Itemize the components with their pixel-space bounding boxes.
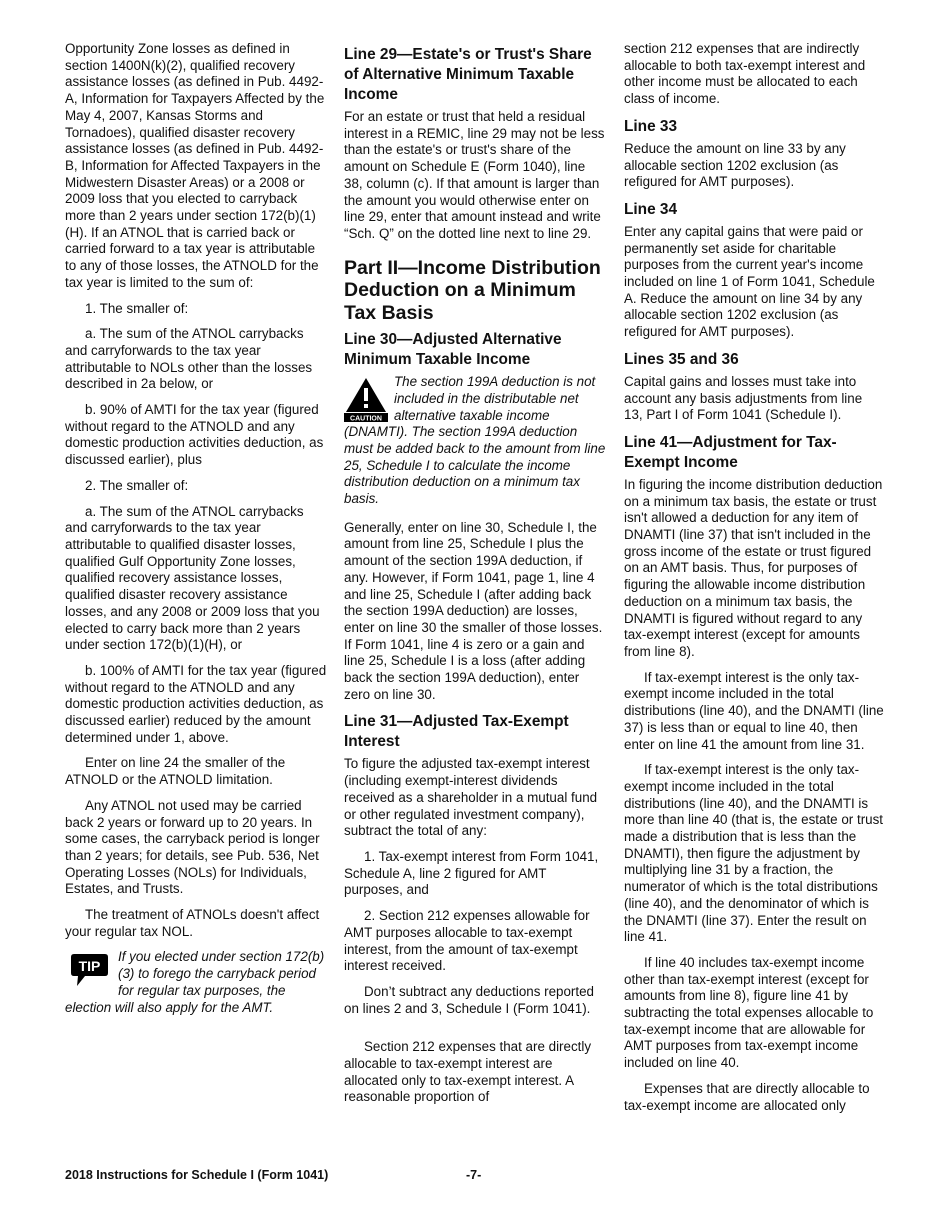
line-41-paragraph-4: If line 40 includes tax-exempt income other than tax-exempt interest (except for amounts from line 8), figure line 41 by subtracting the total expenses allocable to tax-exempt income that are allowable for AMT purposes from tax-exempt income included on line 40. (624, 954, 874, 1071)
dont-subtract-paragraph: Don’t subtract any deductions reported on lines 2 and 3, Schedule I (Form 1041). (344, 983, 595, 1016)
list-item-2a: a. The sum of the ATNOL carrybacks and carryforwards to the tax year attributable to qualified disaster losses, qualified Gulf Opportunity Zone losses, qualified recovery assistance losses, qualified disaster recovery assistance losses, and any 2008 or 2009 loss that you elected to carry back more than 2 years under section 172(b)(1)(H), or (65, 503, 320, 653)
line-30-text: Generally, enter on line 30, Schedule I, the amount from line 25, Schedule I plus the amount of the section 199A deduction, if any. However, if Form 1041, page 1, line 4 and line 25, Schedule I (after adding back the section 199A deduction) are losses, enter on line 30 the smaller of those losses. If Form 1041, line 4 is zero or a gain and line 25, Schedule I is a loss (after adding back the section 199A deduction), enter zero on line 30. (344, 519, 603, 702)
caution-icon (344, 376, 388, 422)
column-2 (344, 41, 606, 1115)
line-31-text: To figure the adjusted tax-exempt interest (including exempt-interest dividends received as a shareholder in a mutual fund or other regulated investment company), subtract the total of any: (344, 756, 598, 839)
line-35-text: Capital gains and losses must take into account any basis adjustments from line 13, Part I of Form 1041 (Schedule I). (624, 373, 863, 423)
heading-line-34: Line 34 (624, 200, 678, 218)
footer-title: 2018 Instructions for Schedule I (Form 1041) (65, 1168, 329, 1182)
line-31-item-2: 2. Section 212 expenses allowable for AMT purposes allocable to tax-exempt interest, from the amount of tax-exempt interest received. (344, 908, 590, 974)
line-31-item-1: 1. Tax-exempt interest from Form 1041, Schedule A, line 2 figured for AMT purposes, and (344, 849, 599, 898)
page-number: -7- (466, 1168, 482, 1182)
column-1 (65, 41, 328, 1028)
list-item-1: 1. The smaller of: (85, 300, 189, 316)
treatment-paragraph: The treatment of ATNOLs doesn't affect your regular tax NOL. (65, 907, 320, 939)
heading-line-30: Line 30—Adjusted Alternative Minimum Taxable Income (344, 331, 562, 369)
heading-part-2: Part II—Income Distribution Deduction on a Minimum Tax Basis (344, 256, 601, 324)
caution-note (344, 374, 606, 508)
line-41-paragraph-2: If tax-exempt interest is the only tax-exempt income included in the total distributions (line 40), and the DNAMTI (line 37) is less than or equal to line 40, then enter on line 41 the amount from line 31. (624, 669, 884, 752)
line-29-text: For an estate or trust that held a residual interest in a REMIC, line 29 may not be less than the estate's or trust's share of the amount on Schedule E (Form 1040), line 38, column (c). If that amount is larger than the amount you would otherwise enter on line 29, enter that amount instead and write “Sch. Q” on the dotted line next to line 29. (344, 109, 605, 241)
line-34-text: Enter any capital gains that were paid or permanently set aside for charitable purposes from the current year's income included on line 1 of Form 1041, Schedule A. Reduce the amount on line 34 by any allocable section 1202 exclusion (as refigured for AMT purposes). (624, 223, 875, 340)
intro-paragraph: Opportunity Zone losses as defined in section 1400N(k)(2), qualified recovery assistance losses (as defined in Pub. 4492-A, Information for Taxpayers Affected by the May 4, 2007, Kansas Storms and Tornadoes), qualified disaster recovery assistance losses (as defined in Pub. 4492-B, Information for Affected Taxpayers in the Midwestern Disaster Areas) or a 2008 or 2009 loss that you elected to carryback more than 2 years under section 172(b)(1)(H). If an ATNOL that is carried back or carried forward to a tax year is attributable to any of those losses, the ATNOLD for the tax year is limited to the sum of: (65, 41, 325, 290)
tip-note (65, 949, 328, 1016)
column-3 (624, 41, 884, 1123)
line-33-text: Reduce the amount on line 33 by any allocable section 1202 exclusion (as refigured for AMT purposes). (624, 140, 846, 190)
tip-icon (65, 953, 113, 989)
caution-text: The section 199A deduction is not included in the distributable net alternative taxable income (DNAMTI). The section 199A deduction must be added back to the amount from line 25, Schedule I to calculate the income distribution deduction on a minimum tax basis. (344, 374, 606, 507)
continued-paragraph: section 212 expenses that are indirectly allocable to both tax-exempt interest and other income must be allocated to each class of income. (624, 41, 866, 107)
list-item-2b: b. 100% of AMTI for the tax year (figured without regard to the ATNOLD and any domestic production activities deduction, as discussed earlier) reduced by the amount determined under 1, above. (65, 662, 327, 745)
carry-paragraph: Any ATNOL not used may be carried back 2 years or forward up to 20 years. In some cases, the carryback period is longer than 2 years; for details, see Pub. 536, Net Operating Losses (NOLs) for Individuals, Estates, and Trusts. (65, 797, 320, 897)
list-item-1a: a. The sum of the ATNOL carrybacks and carryforwards to the tax year attributable to NOLs other than the losses described in 2a below, or (65, 326, 313, 392)
line-41-paragraph-3: If tax-exempt interest is the only tax-exempt income included in the total distributions (line 40), and the DNAMTI is more than line 40 (that is, the estate or trust made a distribution that is less than the DNAMTI), then figure the adjustment by multiplying line 31 by a fraction, the numerator of which is the total distributions (line 40), and the denominator of which is the DNAMTI (line 37). Enter the result on line 41. (624, 762, 884, 945)
heading-line-29: Line 29—Estate's or Trust's Share of Alternative Minimum Taxable Income (344, 46, 592, 103)
heading-line-33: Line 33 (624, 117, 678, 135)
caution-label: CAUTION (350, 415, 382, 423)
heading-lines-35-36: Lines 35 and 36 (624, 350, 739, 368)
list-item-2: 2. The smaller of: (85, 477, 189, 493)
tip-text: If you elected under section 172(b)(3) to forego the carryback period for regular tax purposes, the election will also apply for the AMT. (65, 949, 325, 1015)
tip-label: TIP (78, 958, 101, 975)
line-41-paragraph-1: In figuring the income distribution deduction on a minimum tax basis, the estate or trust isn't allowed a deduction for any item of DNAMTI (line 37) that isn't included in the gross income of the estate or trust figured on an AMT basis. Thus, for purposes of figuring the allowable income distribution deduction on a minimum tax basis, the DNAMTI is figured without regard to any tax-exempt interest (except for amounts from line 8). (624, 476, 883, 659)
heading-line-31: Line 31—Adjusted Tax-Exempt Interest (344, 713, 569, 751)
enter-paragraph: Enter on line 24 the smaller of the ATNOLD or the ATNOLD limitation. (65, 755, 286, 788)
heading-line-41: Line 41—Adjustment for Tax-Exempt Income (624, 433, 837, 471)
section-212-paragraph: Section 212 expenses that are directly allocable to tax-exempt interest are allocated only to tax-exempt interest. A reasonable proportion of (344, 1039, 592, 1105)
list-item-1b: b. 90% of AMTI for the tax year (figured without regard to the ATNOLD and any domestic production activities deduction, as discussed earlier), plus (65, 402, 324, 468)
line-41-paragraph-5: Expenses that are directly allocable to tax-exempt income are allocated only (624, 1080, 870, 1113)
